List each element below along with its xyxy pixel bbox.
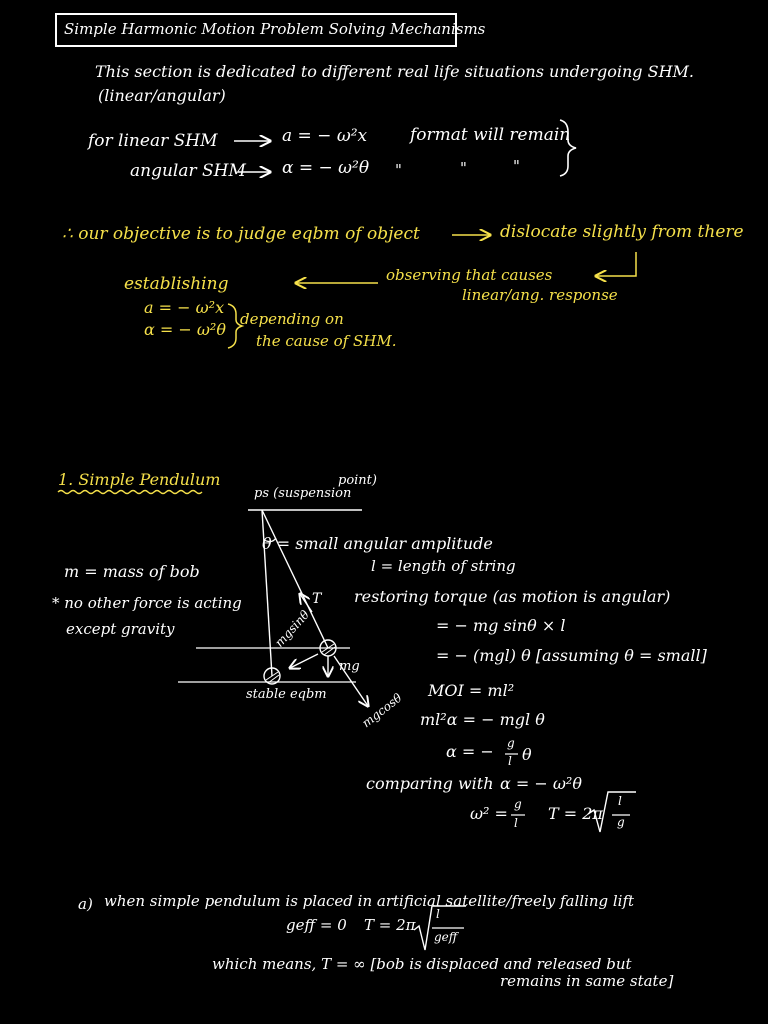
comparing-label: comparing with <box>366 774 494 793</box>
theta-note: θ = small angular amplitude <box>262 534 493 553</box>
suspension-point-label: ps (suspension <box>254 486 352 501</box>
depending-line-1: depending on <box>240 310 344 328</box>
force-note-1: * no other force is acting <box>52 594 242 612</box>
mgcos-arrow-icon <box>334 656 368 706</box>
alpha-equation-den: l <box>508 754 512 768</box>
period-equation-den: g <box>617 815 625 829</box>
alpha-equation-lhs: α = − <box>446 742 494 761</box>
format-remains-note: format will remain <box>410 125 571 145</box>
observing-note: observing that causes <box>386 266 553 284</box>
tension-label: T <box>312 591 322 607</box>
linear-shm-label: for linear SHM <box>88 131 218 151</box>
page-title: Simple Harmonic Motion Problem Solving Mechanisms <box>64 20 486 38</box>
case-a-period-den: geff <box>434 930 458 944</box>
geff-equation: geff = 0 <box>286 916 347 934</box>
period-equation-num: l <box>618 794 622 808</box>
omega-equation-lhs: ω² = <box>470 804 508 823</box>
formats-brace-icon <box>560 120 576 176</box>
compare-equation: α = − ω²θ <box>500 774 582 793</box>
pendulum-heading: 1. Simple Pendulum <box>58 470 221 489</box>
alpha-equation-rhs: θ <box>522 745 532 764</box>
theta-arc-icon <box>264 538 276 542</box>
suspension-point-label-2: point) <box>338 473 377 488</box>
intro-line-1: This section is dedicated to different real life situations undergoing SHM. <box>95 62 694 81</box>
establishing-eq-angular: α = − ω²θ <box>144 320 226 339</box>
tension-arrow-icon <box>300 594 312 612</box>
intro-line-2: (linear/angular) <box>98 86 226 105</box>
case-a-period-lhs: T = 2π <box>364 916 416 934</box>
vertical-reference-line <box>262 510 272 676</box>
mg-label: mg <box>339 659 360 674</box>
linear-shm-equation: a = − ω²x <box>282 126 368 146</box>
mgcos-label: mgcosθ <box>359 690 405 731</box>
stable-eqbm-label: stable eqbm <box>246 687 327 702</box>
restoring-force-arrow-icon <box>290 654 318 668</box>
case-a-text: when simple pendulum is placed in artificial satellite/freely falling lift <box>104 892 635 910</box>
period-equation-lhs: T = 2π <box>548 804 603 823</box>
case-a-marker: a) <box>78 895 93 913</box>
omega-equation-num: g <box>514 797 522 811</box>
alpha-equation-num: g <box>507 736 515 750</box>
force-note-2: except gravity <box>66 620 175 638</box>
objective-line: ∴ our objective is to judge eqbm of object <box>62 224 420 244</box>
return-arrow-icon <box>596 252 636 276</box>
ditto-mark-3: " <box>513 157 520 175</box>
angular-shm-label: angular SHM <box>130 161 246 181</box>
mass-note: m = mass of bob <box>64 562 200 581</box>
establishing-eq-linear: a = − ω²x <box>144 298 225 317</box>
restoring-torque-note: restoring torque (as motion is angular) <box>354 587 671 606</box>
case-a-period-num: l <box>436 907 440 921</box>
case-a-means: which means, T = ∞ [bob is displaced and released but <box>212 955 632 973</box>
depending-line-2: the cause of SHM. <box>256 332 397 350</box>
ditto-mark-2: " <box>460 159 467 177</box>
heading-underline <box>58 491 202 494</box>
string-line <box>262 510 328 648</box>
torque-expression-2: = − (mgl) θ [assuming θ = small] <box>436 646 707 665</box>
moi-equation: MOI = ml² <box>428 681 515 700</box>
establishing-label: establishing <box>124 274 229 294</box>
mgsin-label: mgsinθ <box>272 607 313 650</box>
case-a-means-2: remains in same state] <box>500 972 674 990</box>
torque-expression-1: = − mg sinθ × l <box>436 616 566 635</box>
ditto-mark-1: " <box>395 161 402 179</box>
omega-equation-den: l <box>514 816 518 830</box>
length-note: l = length of string <box>371 557 516 575</box>
torque-balance-equation: ml²α = − mgl θ <box>420 710 545 729</box>
response-note: linear/ang. response <box>462 286 618 304</box>
dislocate-note: dislocate slightly from there <box>500 222 744 242</box>
angular-shm-equation: α = − ω²θ <box>282 158 370 178</box>
establishing-brace-icon <box>228 304 242 348</box>
period-sqrt-icon <box>588 792 636 832</box>
